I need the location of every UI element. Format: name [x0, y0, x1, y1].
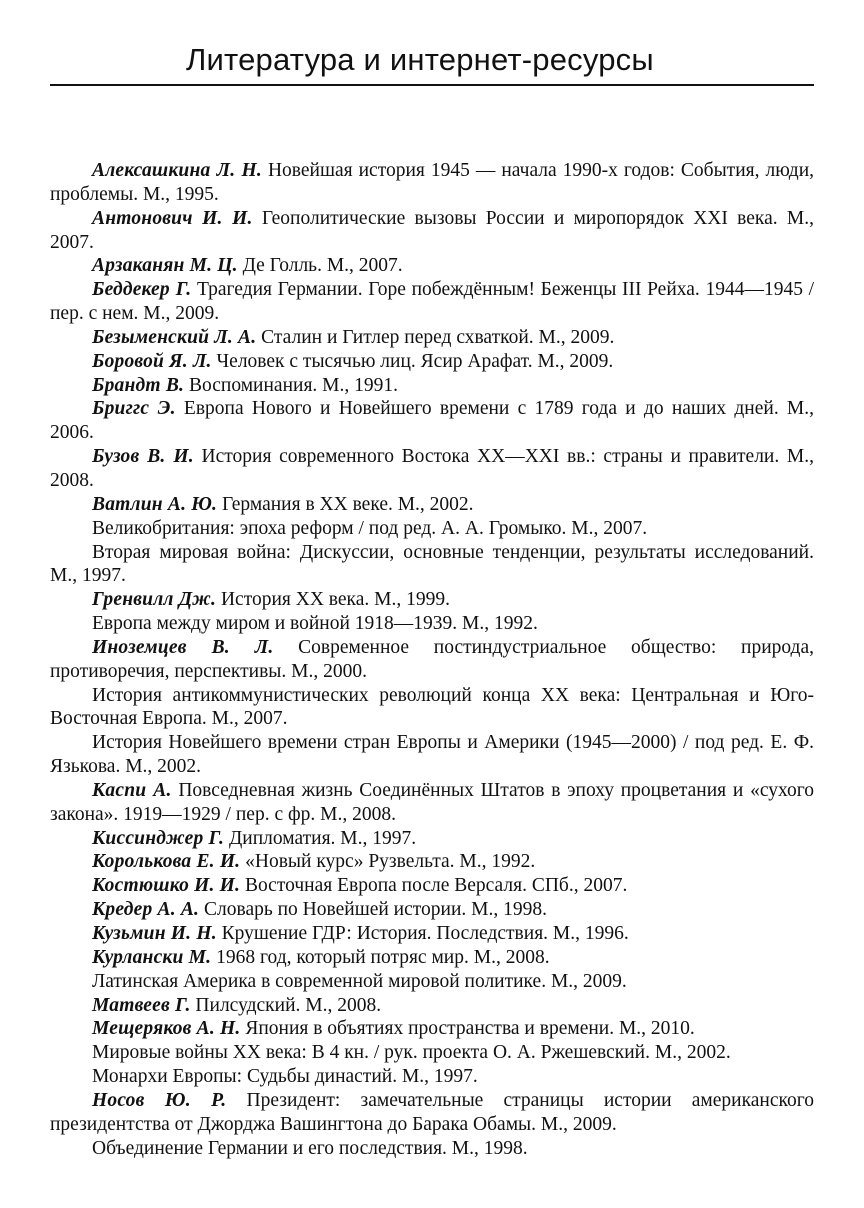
bibliography-entry — [50, 922, 814, 946]
bibliography-entry — [50, 1041, 814, 1065]
bibliography-entry — [50, 827, 814, 851]
bibliography-entry — [50, 445, 814, 493]
entry-text: Япония в объятиях пространства и времени. М., 2010. — [245, 1018, 695, 1040]
entry-text: Европа между миром и войной 1918—1939. М., 1992. — [92, 613, 538, 635]
entry-author: Бриггс Э. — [92, 398, 176, 420]
bibliography-entry — [50, 1017, 814, 1041]
entry-text: История XX века. М., 1999. — [220, 589, 450, 611]
entry-text: Словарь по Новейшей истории. М., 1998. — [204, 899, 547, 921]
entry-text: История антикоммунистических революций конца XX века: Центральная и Юго-Восточная Европа. М., 2007. — [50, 684, 814, 730]
entry-text: Латинская Америка в современной мировой политике. М., 2009. — [92, 970, 627, 992]
entry-text: Европа Нового и Новейшего времени с 1789 года и до наших дней. М., 2006. — [50, 398, 815, 444]
entry-author: Ватлин А. Ю. — [92, 493, 218, 515]
bibliography-entry — [50, 350, 814, 374]
entry-author: Боровой Я. Л. — [92, 350, 212, 372]
bibliography-entry — [50, 684, 814, 732]
bibliography-entry — [50, 779, 814, 827]
entry-text: Де Голль. М., 2007. — [242, 255, 403, 277]
entry-author: Антонович И. И. — [92, 207, 253, 229]
entry-text: «Новый курс» Рузвельта. М., 1992. — [245, 851, 536, 873]
entry-author: Костюшко И. И. — [92, 875, 241, 897]
bibliography-entry — [50, 374, 814, 398]
entry-text: Объединение Германии и его последствия. М., 1998. — [92, 1137, 528, 1159]
entry-author: Иноземцев В. Л. — [92, 636, 274, 658]
entry-text: Президент: замечательные страницы истории американского президентства от Джорджа Вашингтона до Барака Обамы. М., 2009. — [50, 1089, 814, 1135]
header-divider — [50, 84, 814, 86]
entry-author: Гренвилл Дж. — [92, 589, 217, 611]
entry-author: Арзаканян М. Ц. — [92, 255, 238, 277]
entry-text: Дипломатия. М., 1997. — [228, 827, 417, 849]
bibliography-entry — [50, 970, 814, 994]
bibliography-entry — [50, 874, 814, 898]
bibliography-entry — [50, 254, 814, 278]
entry-author: Мещеряков А. Н. — [92, 1018, 241, 1040]
entry-text: Современное постиндустриальное общество: природа, противоречия, перспективы. М., 2000. — [50, 636, 815, 682]
bibliography-entry — [50, 1065, 814, 1089]
entry-author: Беддекер Г. — [92, 279, 192, 301]
entry-text: Восточная Европа после Версаля. СПб., 2007. — [244, 875, 628, 897]
bibliography-list — [50, 159, 814, 1160]
bibliography-entry — [50, 994, 814, 1018]
entry-text: История Новейшего времени стран Европы и Америки (1945—2000) / под ред. Е. Ф. Язькова. М., 2002. — [50, 732, 814, 778]
entry-text: Германия в XX веке. М., 2002. — [221, 493, 474, 515]
entry-author: Безыменский Л. А. — [92, 326, 257, 348]
bibliography-entry — [50, 588, 814, 612]
entry-text: Трагедия Германии. Горе побеждённым! Беженцы III Рейха. 1944—1945 / пер. с нем. М., 2009. — [50, 279, 815, 325]
entry-text: Пилсудский. М., 2008. — [195, 994, 382, 1016]
bibliography-entry — [50, 850, 814, 874]
bibliography-entry — [50, 397, 814, 445]
entry-text: Сталин и Гитлер перед схваткой. М., 2009. — [261, 326, 615, 348]
bibliography-entry — [50, 731, 814, 779]
entry-author: Курлански М. — [92, 946, 212, 968]
entry-author: Королькова Е. И. — [92, 851, 241, 873]
entry-author: Матвеев Г. — [92, 994, 191, 1016]
bibliography-entry — [50, 493, 814, 517]
entry-author: Брандт В. — [92, 374, 185, 396]
bibliography-entry — [50, 278, 814, 326]
entry-text: Геополитические вызовы России и миропорядок XXI века. М., 2007. — [50, 207, 814, 253]
entry-author: Носов Ю. Р. — [92, 1089, 227, 1111]
entry-text: 1968 год, который потряс мир. М., 2008. — [216, 946, 550, 968]
entry-author: Каспи А. — [92, 779, 172, 801]
bibliography-entry — [50, 517, 814, 541]
entry-text: История современного Востока XX—XXI вв.: страны и правители. М., 2008. — [50, 446, 815, 491]
entry-text: Воспоминания. М., 1991. — [189, 374, 399, 396]
entry-text: Великобритания: эпоха реформ / под ред. А. А. Громыко. М., 2007. — [92, 517, 648, 539]
entry-author: Кредер А. А. — [92, 899, 200, 921]
entry-author: Бузов В. И. — [92, 446, 194, 468]
bibliography-entry — [50, 1137, 814, 1161]
entry-text: Мировые войны XX века: В 4 кн. / рук. проекта О. А. Ржешевский. М., 2002. — [92, 1042, 731, 1064]
bibliography-entry — [50, 1089, 814, 1137]
entry-text: Крушение ГДР: История. Последствия. М., 1996. — [221, 923, 629, 944]
bibliography-entry — [50, 541, 814, 589]
entry-text: Человек с тысячью лиц. Ясир Арафат. М., 2009. — [216, 350, 614, 372]
entry-text: Монархи Европы: Судьбы династий. М., 1997. — [92, 1066, 478, 1088]
bibliography-entry — [50, 636, 814, 684]
bibliography-entry — [50, 159, 814, 207]
entry-author: Алексашкина Л. Н. — [92, 160, 262, 181]
entry-author: Киссинджер Г. — [92, 827, 225, 849]
bibliography-entry — [50, 946, 814, 970]
bibliography-entry — [50, 207, 814, 255]
bibliography-entry — [50, 898, 814, 922]
entry-text: Вторая мировая война: Дискуссии, основные тенденции, результаты исследований. М., 1997. — [50, 541, 814, 587]
bibliography-entry — [50, 612, 814, 636]
entry-text: Повседневная жизнь Соединённых Штатов в эпоху процветания и «сухого закона». 1919—1929 / пер. с фр. М., 2008. — [50, 779, 814, 825]
entry-author: Кузьмин И. Н. — [92, 923, 217, 944]
bibliography-entry — [50, 326, 814, 350]
entry-text: Новейшая история 1945 — начала 1990-х годов: События, люди, проблемы. М., 1995. — [50, 160, 815, 205]
page-title: Литература и интернет-ресурсы — [186, 42, 654, 77]
